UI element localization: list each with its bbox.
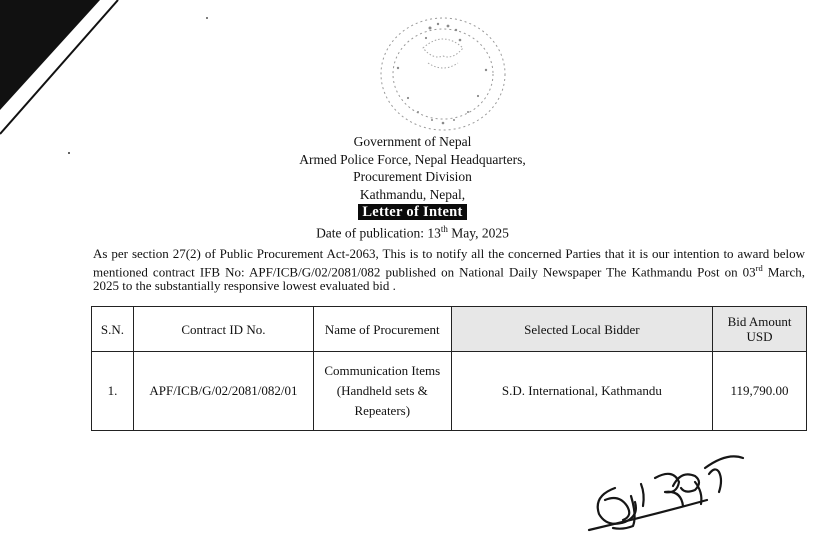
col-header-sn: S.N. xyxy=(92,307,134,352)
award-table xyxy=(91,306,807,431)
speck xyxy=(206,17,208,19)
header-location: Kathmandu, Nepal, xyxy=(359,186,466,202)
dark-corner-artifact xyxy=(0,0,120,140)
table-row xyxy=(92,352,807,431)
col-header-procurement-name: Name of Procurement xyxy=(313,307,451,352)
letter-header xyxy=(0,133,825,242)
col-header-bidder: Selected Local Bidder xyxy=(451,307,712,352)
handwritten-signature xyxy=(585,438,765,533)
header-organization: Armed Police Force, Nepal Headquarters, xyxy=(299,151,526,167)
letter-title: Letter of Intent xyxy=(358,204,466,220)
cell-contract-id: APF/ICB/G/02/2081/082/01 xyxy=(133,352,313,431)
table-header-row xyxy=(92,307,807,352)
publication-date: Date of publication: 13th May, 2025 xyxy=(316,223,509,240)
government-seal-icon xyxy=(368,8,518,133)
cell-bidder: S.D. International, Kathmandu xyxy=(451,352,712,431)
header-division: Procurement Division xyxy=(353,169,472,184)
col-header-bid-amount: Bid Amount USD xyxy=(713,307,807,352)
col-header-contract-id: Contract ID No. xyxy=(133,307,313,352)
cell-bid-amount: 119,790.00 xyxy=(713,352,807,431)
header-government: Government of Nepal xyxy=(353,134,472,149)
cell-procurement-name: Communication Items (Handheld sets & Repeaters) xyxy=(313,352,451,431)
notice-paragraph: As per section 27(2) of Public Procurement Act-2063, This is to notify all the concerned Parties that it is our intention to award below mentioned contract IFB No: APF/ICB/G/02/2081/082 published on National Daily Newspaper The Kathmandu Post on 03rd March, 2025 to the substantially responsive lowest evaluated bid . xyxy=(93,246,805,294)
cell-sn: 1. xyxy=(92,352,134,431)
